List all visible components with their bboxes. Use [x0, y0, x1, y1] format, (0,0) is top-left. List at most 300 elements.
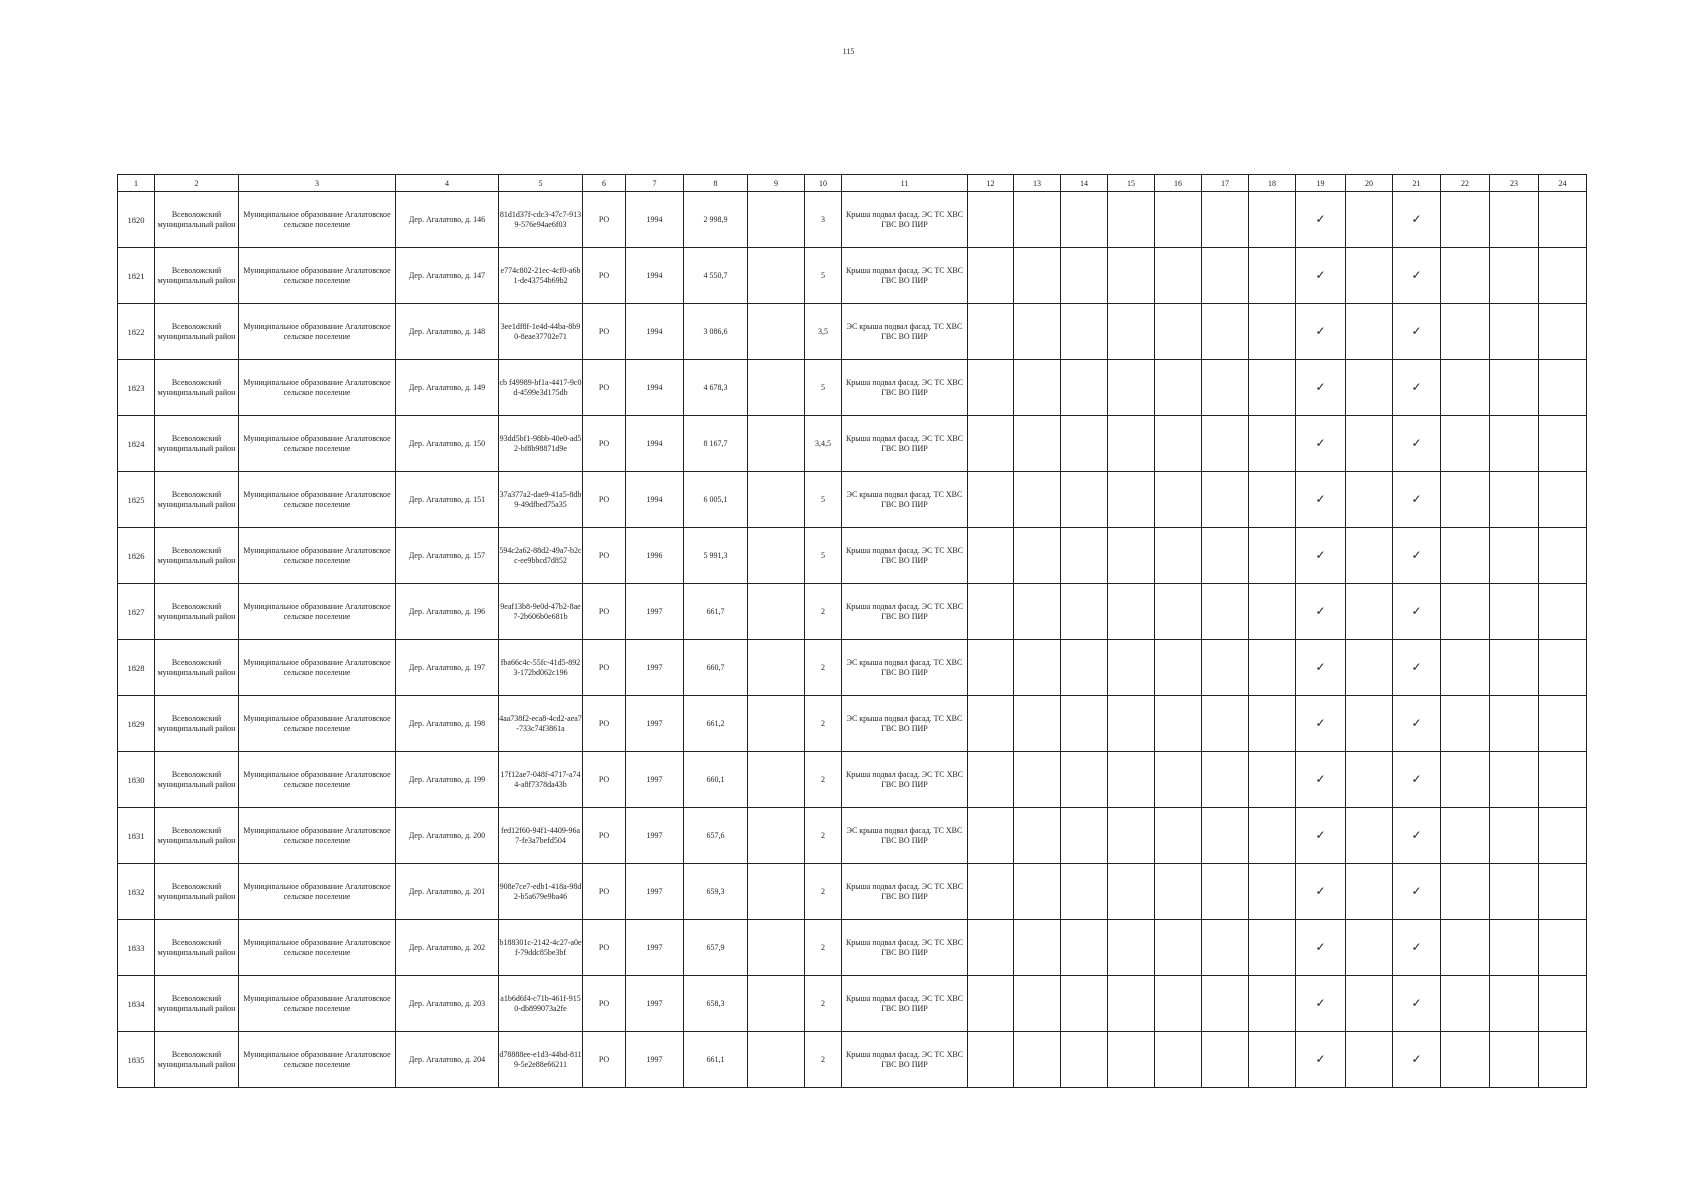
empty-cell: [1490, 416, 1539, 472]
area-cell: 661,2: [684, 696, 748, 752]
empty-cell: [1108, 304, 1155, 360]
check-mark-icon: ✓: [1296, 640, 1346, 696]
empty-cell: [1346, 920, 1393, 976]
municipality-cell: Муниципальное образование Агалатовское сельское поселение: [239, 528, 396, 584]
empty-cell: [1441, 640, 1490, 696]
empty-cell: [1108, 472, 1155, 528]
column-9-cell: [748, 472, 805, 528]
empty-cell: [1061, 192, 1108, 248]
guid-cell: d78888ee-e1d3-44bd-8119-5e2e88e66211: [499, 1032, 583, 1088]
year-cell: 1997: [626, 976, 684, 1032]
empty-cell: [1108, 976, 1155, 1032]
empty-cell: [1539, 920, 1587, 976]
empty-cell: [1155, 248, 1202, 304]
type-cell: РО: [583, 1032, 626, 1088]
empty-cell: [1202, 528, 1249, 584]
municipality-cell: Муниципальное образование Агалатовское сельское поселение: [239, 1032, 396, 1088]
address-cell: Дер. Агалатово, д. 198: [396, 696, 499, 752]
empty-cell: [1441, 808, 1490, 864]
works-cell: Крыша подвал фасад. ЭС ТС ХВС ГВС ВО ПИР: [842, 976, 968, 1032]
check-mark-icon: ✓: [1393, 920, 1441, 976]
empty-cell: [1014, 248, 1061, 304]
district-cell: Всеволожский муниципальный район: [155, 864, 239, 920]
empty-cell: [1490, 360, 1539, 416]
district-cell: Всеволожский муниципальный район: [155, 416, 239, 472]
empty-cell: [1441, 248, 1490, 304]
check-mark-icon: ✓: [1296, 808, 1346, 864]
column-9-cell: [748, 752, 805, 808]
area-cell: 6 005,1: [684, 472, 748, 528]
column-header-3: 3: [239, 175, 396, 192]
table-row: [118, 976, 1587, 1032]
empty-cell: [1061, 640, 1108, 696]
empty-cell: [1061, 248, 1108, 304]
empty-cell: [1346, 192, 1393, 248]
municipality-cell: Муниципальное образование Агалатовское сельское поселение: [239, 976, 396, 1032]
empty-cell: [968, 248, 1014, 304]
year-cell: 1994: [626, 192, 684, 248]
check-mark-icon: ✓: [1393, 864, 1441, 920]
year-cell: 1997: [626, 808, 684, 864]
column-10-cell: 5: [805, 528, 842, 584]
works-cell: Крыша подвал фасад. ЭС ТС ХВС ГВС ВО ПИР: [842, 528, 968, 584]
empty-cell: [1014, 528, 1061, 584]
area-cell: 661,1: [684, 1032, 748, 1088]
empty-cell: [1249, 920, 1296, 976]
municipality-cell: Муниципальное образование Агалатовское сельское поселение: [239, 752, 396, 808]
address-cell: Дер. Агалатово, д. 151: [396, 472, 499, 528]
column-10-cell: 2: [805, 696, 842, 752]
empty-cell: [1202, 248, 1249, 304]
empty-cell: [1490, 808, 1539, 864]
year-cell: 1994: [626, 472, 684, 528]
empty-cell: [968, 472, 1014, 528]
column-header-14: 14: [1061, 175, 1108, 192]
area-cell: 661,7: [684, 584, 748, 640]
table-row: [118, 864, 1587, 920]
check-mark-icon: ✓: [1393, 696, 1441, 752]
district-cell: Всеволожский муниципальный район: [155, 976, 239, 1032]
district-cell: Всеволожский муниципальный район: [155, 528, 239, 584]
table-body: [118, 192, 1587, 1088]
empty-cell: [1108, 360, 1155, 416]
empty-cell: [1346, 304, 1393, 360]
empty-cell: [1108, 528, 1155, 584]
type-cell: РО: [583, 640, 626, 696]
empty-cell: [1155, 976, 1202, 1032]
guid-cell: e774c802-21ec-4cf0-a6b1-de43754b69b2: [499, 248, 583, 304]
check-mark-icon: ✓: [1393, 248, 1441, 304]
works-cell: Крыша подвал фасад. ЭС ТС ХВС ГВС ВО ПИР: [842, 1032, 968, 1088]
empty-cell: [1490, 248, 1539, 304]
empty-cell: [1202, 752, 1249, 808]
empty-cell: [1346, 472, 1393, 528]
check-mark-icon: ✓: [1296, 752, 1346, 808]
empty-cell: [1061, 920, 1108, 976]
empty-cell: [1346, 752, 1393, 808]
district-cell: Всеволожский муниципальный район: [155, 640, 239, 696]
empty-cell: [1441, 1032, 1490, 1088]
table-row: [118, 808, 1587, 864]
empty-cell: [968, 696, 1014, 752]
table-row: [118, 472, 1587, 528]
area-cell: 3 086,6: [684, 304, 748, 360]
column-header-17: 17: [1202, 175, 1249, 192]
row-number: 1823: [118, 360, 155, 416]
guid-cell: b188301c-2142-4c27-a0ef-79ddc85be3bf: [499, 920, 583, 976]
address-cell: Дер. Агалатово, д. 201: [396, 864, 499, 920]
empty-cell: [1155, 192, 1202, 248]
empty-cell: [1346, 584, 1393, 640]
guid-cell: 93dd5bf1-98bb-40e0-ad52-bf8b98871d9e: [499, 416, 583, 472]
empty-cell: [1441, 584, 1490, 640]
area-cell: 657,6: [684, 808, 748, 864]
empty-cell: [1202, 360, 1249, 416]
empty-cell: [1155, 528, 1202, 584]
address-cell: Дер. Агалатово, д. 196: [396, 584, 499, 640]
empty-cell: [1014, 360, 1061, 416]
empty-cell: [1346, 360, 1393, 416]
empty-cell: [1346, 416, 1393, 472]
column-header-18: 18: [1249, 175, 1296, 192]
empty-cell: [1441, 192, 1490, 248]
empty-cell: [1202, 696, 1249, 752]
check-mark-icon: ✓: [1393, 808, 1441, 864]
column-header-11: 11: [842, 175, 968, 192]
empty-cell: [968, 584, 1014, 640]
table-row: [118, 752, 1587, 808]
works-cell: Крыша подвал фасад. ЭС ТС ХВС ГВС ВО ПИР: [842, 864, 968, 920]
column-9-cell: [748, 416, 805, 472]
works-cell: Крыша подвал фасад. ЭС ТС ХВС ГВС ВО ПИР: [842, 584, 968, 640]
area-cell: 5 991,3: [684, 528, 748, 584]
municipality-cell: Муниципальное образование Агалатовское сельское поселение: [239, 920, 396, 976]
type-cell: РО: [583, 920, 626, 976]
district-cell: Всеволожский муниципальный район: [155, 752, 239, 808]
column-header-16: 16: [1155, 175, 1202, 192]
type-cell: РО: [583, 360, 626, 416]
empty-cell: [1346, 640, 1393, 696]
check-mark-icon: ✓: [1296, 304, 1346, 360]
guid-cell: 4aa738f2-eca8-4cd2-aea7-733c74f3861a: [499, 696, 583, 752]
check-mark-icon: ✓: [1296, 528, 1346, 584]
column-header-19: 19: [1296, 175, 1346, 192]
empty-cell: [1014, 192, 1061, 248]
guid-cell: cb f49989-bf1a-4417-9c0d-4599e3d175db: [499, 360, 583, 416]
address-cell: Дер. Агалатово, д. 197: [396, 640, 499, 696]
guid-cell: fba66c4c-55fc-41d5-8923-172bd062c196: [499, 640, 583, 696]
empty-cell: [1346, 864, 1393, 920]
empty-cell: [1108, 752, 1155, 808]
area-cell: 4 550,7: [684, 248, 748, 304]
year-cell: 1997: [626, 584, 684, 640]
empty-cell: [1249, 1032, 1296, 1088]
empty-cell: [1490, 528, 1539, 584]
column-10-cell: 5: [805, 472, 842, 528]
type-cell: РО: [583, 528, 626, 584]
works-cell: ЭС крыша подвал фасад. ТС ХВС ГВС ВО ПИР: [842, 808, 968, 864]
empty-cell: [1249, 584, 1296, 640]
column-10-cell: 2: [805, 864, 842, 920]
year-cell: 1994: [626, 248, 684, 304]
check-mark-icon: ✓: [1296, 192, 1346, 248]
row-number: 1825: [118, 472, 155, 528]
year-cell: 1997: [626, 920, 684, 976]
municipality-cell: Муниципальное образование Агалатовское сельское поселение: [239, 416, 396, 472]
guid-cell: a1b6d6f4-c71b-461f-9150-db899073a2fe: [499, 976, 583, 1032]
empty-cell: [1014, 920, 1061, 976]
empty-cell: [1441, 864, 1490, 920]
empty-cell: [1539, 808, 1587, 864]
empty-cell: [968, 864, 1014, 920]
area-cell: 660,1: [684, 752, 748, 808]
district-cell: Всеволожский муниципальный район: [155, 360, 239, 416]
empty-cell: [1014, 976, 1061, 1032]
empty-cell: [1061, 416, 1108, 472]
empty-cell: [968, 976, 1014, 1032]
empty-cell: [1108, 416, 1155, 472]
empty-cell: [1155, 752, 1202, 808]
row-number: 1828: [118, 640, 155, 696]
column-10-cell: 2: [805, 920, 842, 976]
empty-cell: [1061, 696, 1108, 752]
column-10-cell: 5: [805, 360, 842, 416]
empty-cell: [1014, 864, 1061, 920]
empty-cell: [1108, 864, 1155, 920]
column-10-cell: 5: [805, 248, 842, 304]
check-mark-icon: ✓: [1393, 416, 1441, 472]
check-mark-icon: ✓: [1393, 528, 1441, 584]
table-row: [118, 584, 1587, 640]
empty-cell: [1490, 192, 1539, 248]
type-cell: РО: [583, 584, 626, 640]
area-cell: 2 998,9: [684, 192, 748, 248]
table-row: [118, 360, 1587, 416]
empty-cell: [1441, 920, 1490, 976]
empty-cell: [1539, 584, 1587, 640]
address-cell: Дер. Агалатово, д. 147: [396, 248, 499, 304]
empty-cell: [1108, 808, 1155, 864]
empty-cell: [1441, 416, 1490, 472]
empty-cell: [1061, 472, 1108, 528]
empty-cell: [1202, 920, 1249, 976]
empty-cell: [1249, 696, 1296, 752]
empty-cell: [1249, 304, 1296, 360]
type-cell: РО: [583, 192, 626, 248]
column-9-cell: [748, 696, 805, 752]
empty-cell: [1346, 1032, 1393, 1088]
municipality-cell: Муниципальное образование Агалатовское сельское поселение: [239, 584, 396, 640]
guid-cell: 37a377a2-dae9-41a5-8db9-49dfbed75a35: [499, 472, 583, 528]
column-9-cell: [748, 920, 805, 976]
year-cell: 1996: [626, 528, 684, 584]
district-cell: Всеволожский муниципальный район: [155, 304, 239, 360]
empty-cell: [1249, 752, 1296, 808]
works-cell: Крыша подвал фасад. ЭС ТС ХВС ГВС ВО ПИР: [842, 920, 968, 976]
empty-cell: [1441, 696, 1490, 752]
empty-cell: [1490, 1032, 1539, 1088]
column-header-6: 6: [583, 175, 626, 192]
check-mark-icon: ✓: [1393, 472, 1441, 528]
empty-cell: [1441, 752, 1490, 808]
empty-cell: [1249, 976, 1296, 1032]
column-9-cell: [748, 192, 805, 248]
empty-cell: [1155, 864, 1202, 920]
empty-cell: [1061, 864, 1108, 920]
empty-cell: [1202, 864, 1249, 920]
empty-cell: [1490, 472, 1539, 528]
empty-cell: [1061, 808, 1108, 864]
empty-cell: [1155, 696, 1202, 752]
works-cell: Крыша подвал фасад. ЭС ТС ХВС ГВС ВО ПИР: [842, 752, 968, 808]
type-cell: РО: [583, 976, 626, 1032]
empty-cell: [1108, 1032, 1155, 1088]
year-cell: 1997: [626, 864, 684, 920]
empty-cell: [1014, 304, 1061, 360]
empty-cell: [1441, 304, 1490, 360]
column-10-cell: 3,5: [805, 304, 842, 360]
area-cell: 8 167,7: [684, 416, 748, 472]
check-mark-icon: ✓: [1393, 360, 1441, 416]
empty-cell: [1490, 640, 1539, 696]
row-number: 1821: [118, 248, 155, 304]
municipality-cell: Муниципальное образование Агалатовское сельское поселение: [239, 808, 396, 864]
empty-cell: [1490, 752, 1539, 808]
works-cell: ЭС крыша подвал фасад. ТС ХВС ГВС ВО ПИР: [842, 640, 968, 696]
registry-table: [117, 174, 1587, 1088]
column-9-cell: [748, 304, 805, 360]
empty-cell: [1155, 304, 1202, 360]
column-header-4: 4: [396, 175, 499, 192]
empty-cell: [968, 528, 1014, 584]
check-mark-icon: ✓: [1393, 584, 1441, 640]
municipality-cell: Муниципальное образование Агалатовское сельское поселение: [239, 360, 396, 416]
address-cell: Дер. Агалатово, д. 202: [396, 920, 499, 976]
year-cell: 1997: [626, 752, 684, 808]
row-number: 1827: [118, 584, 155, 640]
works-cell: Крыша подвал фасад. ЭС ТС ХВС ГВС ВО ПИР: [842, 192, 968, 248]
empty-cell: [1346, 248, 1393, 304]
column-10-cell: 3,4,5: [805, 416, 842, 472]
empty-cell: [968, 1032, 1014, 1088]
empty-cell: [1202, 584, 1249, 640]
works-cell: Крыша подвал фасад. ЭС ТС ХВС ГВС ВО ПИР: [842, 360, 968, 416]
empty-cell: [968, 360, 1014, 416]
empty-cell: [1155, 640, 1202, 696]
column-10-cell: 2: [805, 752, 842, 808]
address-cell: Дер. Агалатово, д. 204: [396, 1032, 499, 1088]
empty-cell: [1155, 920, 1202, 976]
year-cell: 1994: [626, 416, 684, 472]
column-header-21: 21: [1393, 175, 1441, 192]
empty-cell: [1249, 416, 1296, 472]
check-mark-icon: ✓: [1393, 304, 1441, 360]
empty-cell: [1249, 808, 1296, 864]
empty-cell: [1108, 192, 1155, 248]
column-9-cell: [748, 808, 805, 864]
column-10-cell: 3: [805, 192, 842, 248]
check-mark-icon: ✓: [1296, 584, 1346, 640]
address-cell: Дер. Агалатово, д. 146: [396, 192, 499, 248]
column-9-cell: [748, 640, 805, 696]
empty-cell: [1539, 752, 1587, 808]
type-cell: РО: [583, 248, 626, 304]
guid-cell: fed12f60-94f1-4409-96a7-fe3a7befd504: [499, 808, 583, 864]
row-number: 1820: [118, 192, 155, 248]
empty-cell: [1014, 584, 1061, 640]
municipality-cell: Муниципальное образование Агалатовское сельское поселение: [239, 472, 396, 528]
empty-cell: [1202, 472, 1249, 528]
empty-cell: [1202, 192, 1249, 248]
address-cell: Дер. Агалатово, д. 150: [396, 416, 499, 472]
empty-cell: [1539, 864, 1587, 920]
empty-cell: [1061, 528, 1108, 584]
works-cell: Крыша подвал фасад. ЭС ТС ХВС ГВС ВО ПИР: [842, 248, 968, 304]
empty-cell: [1490, 696, 1539, 752]
empty-cell: [968, 304, 1014, 360]
column-header-5: 5: [499, 175, 583, 192]
empty-cell: [1490, 304, 1539, 360]
table-row: [118, 640, 1587, 696]
check-mark-icon: ✓: [1296, 248, 1346, 304]
empty-cell: [1490, 976, 1539, 1032]
empty-cell: [1155, 416, 1202, 472]
empty-cell: [968, 920, 1014, 976]
empty-cell: [1249, 360, 1296, 416]
page-number: 115: [842, 47, 855, 56]
empty-cell: [1108, 696, 1155, 752]
table-row: [118, 416, 1587, 472]
header-row: [118, 175, 1587, 192]
empty-cell: [1202, 808, 1249, 864]
empty-cell: [1539, 696, 1587, 752]
empty-cell: [1202, 1032, 1249, 1088]
address-cell: Дер. Агалатово, д. 149: [396, 360, 499, 416]
address-cell: Дер. Агалатово, д. 199: [396, 752, 499, 808]
empty-cell: [1249, 248, 1296, 304]
empty-cell: [1061, 752, 1108, 808]
row-number: 1829: [118, 696, 155, 752]
empty-cell: [1539, 976, 1587, 1032]
empty-cell: [1061, 976, 1108, 1032]
table-row: [118, 304, 1587, 360]
column-10-cell: 2: [805, 808, 842, 864]
empty-cell: [1539, 528, 1587, 584]
empty-cell: [1014, 416, 1061, 472]
municipality-cell: Муниципальное образование Агалатовское сельское поселение: [239, 304, 396, 360]
table-row: [118, 528, 1587, 584]
empty-cell: [1014, 808, 1061, 864]
year-cell: 1994: [626, 360, 684, 416]
empty-cell: [1108, 248, 1155, 304]
column-9-cell: [748, 976, 805, 1032]
check-mark-icon: ✓: [1296, 976, 1346, 1032]
guid-cell: 9eaf13b8-9e0d-47b2-8ae7-2b606b0e681b: [499, 584, 583, 640]
address-cell: Дер. Агалатово, д. 157: [396, 528, 499, 584]
empty-cell: [1441, 472, 1490, 528]
table-header: [118, 175, 1587, 192]
district-cell: Всеволожский муниципальный район: [155, 808, 239, 864]
check-mark-icon: ✓: [1393, 640, 1441, 696]
table-row: [118, 248, 1587, 304]
empty-cell: [968, 416, 1014, 472]
column-header-15: 15: [1108, 175, 1155, 192]
address-cell: Дер. Агалатово, д. 203: [396, 976, 499, 1032]
empty-cell: [1108, 920, 1155, 976]
empty-cell: [1249, 192, 1296, 248]
type-cell: РО: [583, 304, 626, 360]
municipality-cell: Муниципальное образование Агалатовское сельское поселение: [239, 696, 396, 752]
